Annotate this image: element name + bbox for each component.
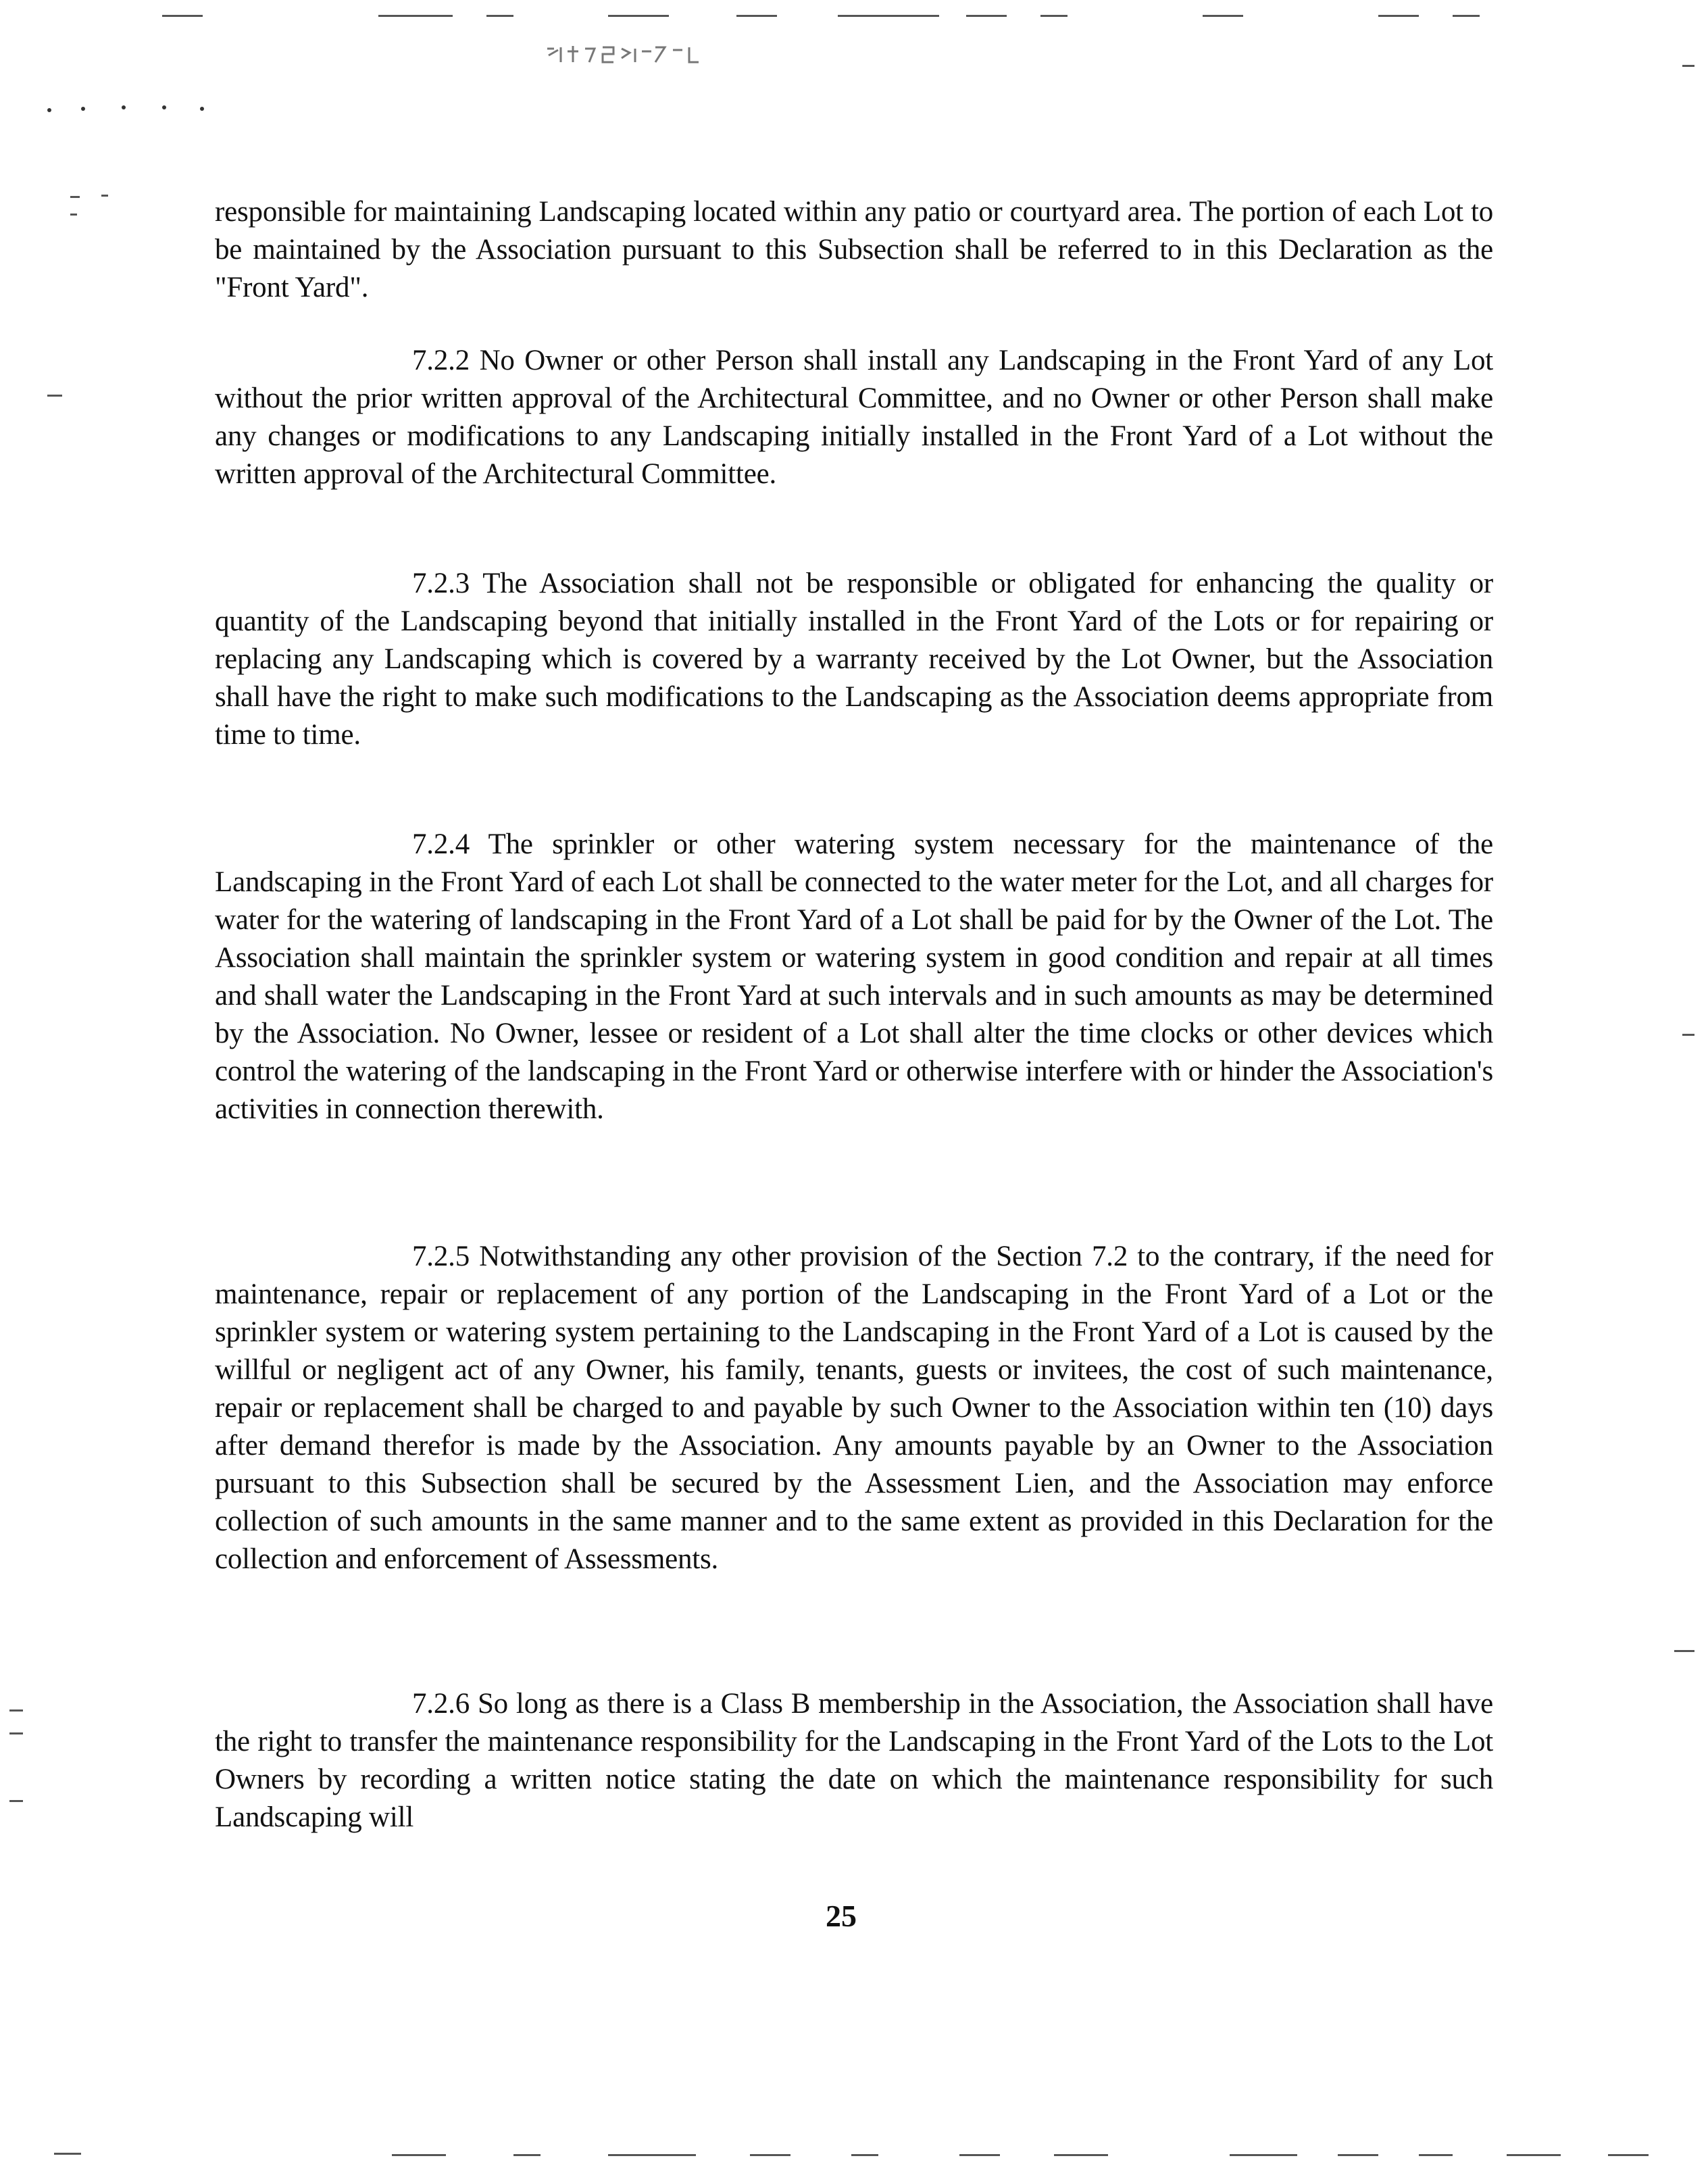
scan-artifact <box>1338 2154 1378 2156</box>
paragraph-text: responsible for maintaining Landscaping located within any patio or courtyard area. The portion of each Lot to be maintained by the Association pursuant to this Subsection shall be referred to in this Declaration as the "Front Yard". <box>215 196 1493 303</box>
scan-artifact <box>959 2154 1000 2156</box>
scan-artifact <box>1674 1650 1694 1652</box>
scan-artifact <box>736 15 777 17</box>
scan-artifact <box>47 395 62 397</box>
section-number: 7.2.6 <box>412 1688 470 1720</box>
section-number: 7.2.5 <box>412 1241 470 1272</box>
scan-artifact <box>70 196 80 198</box>
scan-artifact <box>200 107 204 111</box>
paragraph-text: Notwithstanding any other provision of the Section 7.2 to the contrary, if the need for maintenance, repair or replacement of any portion of the Landscaping in the Front Yard of a Lot or the sprinkler system or watering system pertaining to the Landscaping in the Front Yard of a Lot is caused by the willful or negligent act of any Owner, his family, tenants, guests or invitees, the cost of such maintenance, repair or replacement shall be charged to and payable by such Owner to the Association within ten (10) days after demand therefor is made by the Association. Any amounts payable by an Owner to the Association pursuant to this Subsection shall be secured by the Assessment Lien, and the Association may enforce collection of such amounts in the same manner and to the same extent as provided in this Declaration for the collection and enforcement of Assessments. <box>215 1241 1493 1575</box>
scan-artifact <box>1507 2154 1561 2156</box>
scan-artifact <box>1054 2154 1108 2156</box>
scan-artifact <box>9 1800 23 1802</box>
scan-artifact <box>162 15 203 17</box>
faded-stamp <box>541 35 730 76</box>
scan-artifact <box>1419 2154 1453 2156</box>
scan-artifact <box>838 15 939 17</box>
scan-artifact <box>1203 15 1243 17</box>
scan-artifact <box>1682 65 1694 67</box>
paragraph-text: The Association shall not be responsible or obligated for enhancing the quality or quantity of the Landscaping beyond that initially installed in the Front Yard of the Lots or for repairing or replacing any Landscaping which is covered by a warranty received by the Lot Owner, but the Association shall have the right to make such modifications to the Landscaping as the Association deems appropriate from time to time. <box>215 568 1493 751</box>
scan-artifact <box>9 1732 23 1734</box>
section-number: 7.2.2 <box>412 345 470 376</box>
scan-artifact <box>1230 2154 1297 2156</box>
scan-artifact <box>47 108 51 112</box>
scan-artifact <box>378 15 453 17</box>
paragraph-text: No Owner or other Person shall install any Landscaping in the Front Yard of any Lot without the prior written approval of the Architectural Committee, and no Owner or other Person shall make any changes or modifications to any Landscaping initially installed in the Front Yard of a Lot without the written approval of the Architectural Committee. <box>215 345 1493 490</box>
paragraph-7-2-5 <box>215 1238 1493 1578</box>
paragraph <box>215 193 1493 307</box>
scan-artifact <box>122 105 126 109</box>
paragraph-7-2-3 <box>215 565 1493 754</box>
scan-artifact <box>1453 15 1480 17</box>
scan-artifact <box>1378 15 1419 17</box>
scan-artifact <box>486 15 513 17</box>
scan-artifact <box>608 15 669 17</box>
scan-artifact <box>1040 15 1068 17</box>
scan-artifact <box>392 2154 446 2156</box>
paragraph-7-2-2 <box>215 342 1493 493</box>
scan-artifact <box>513 2154 541 2156</box>
section-number: 7.2.3 <box>412 568 470 599</box>
scan-artifact <box>750 2154 790 2156</box>
section-number: 7.2.4 <box>412 828 470 860</box>
scan-artifact <box>966 15 1007 17</box>
scan-artifact <box>81 107 85 111</box>
scan-artifact <box>1682 1034 1694 1036</box>
paragraph-text: So long as there is a Class B membership in the Association, the Association shall have the right to transfer the maintenance responsibility for the Landscaping in the Front Yard of the Lots to the Lot Owners by recording a written notice stating the date on which the maintenance responsibility for such Landscaping will <box>215 1688 1493 1833</box>
page-number: 25 <box>826 1899 857 1933</box>
scan-artifact <box>9 1709 23 1712</box>
paragraph-7-2-4 <box>215 826 1493 1128</box>
scan-artifact <box>54 2153 81 2155</box>
scan-artifact <box>162 105 166 109</box>
paragraph-text: The sprinkler or other watering system necessary for the maintenance of the Landscaping in the Front Yard of each Lot shall be connected to the water meter for the Lot, and all charges for water for the watering of landscaping in the Front Yard of a Lot shall be paid for by the Owner of the Lot. The Association shall maintain the sprinkler system or watering system in good condition and repair at all times and shall water the Landscaping in the Front Yard at such intervals and in such amounts as may be determined by the Association. No Owner, lessee or resident of a Lot shall alter the time clocks or other devices which control the watering of the landscaping in the Front Yard or otherwise interfere with or hinder the Association's activities in connection therewith. <box>215 828 1493 1125</box>
scan-artifact <box>70 214 77 216</box>
scan-artifact <box>851 2154 878 2156</box>
paragraph-7-2-6 <box>215 1685 1493 1837</box>
scan-artifact <box>101 195 108 197</box>
scan-artifact <box>608 2154 696 2156</box>
scan-artifact <box>1608 2154 1649 2156</box>
